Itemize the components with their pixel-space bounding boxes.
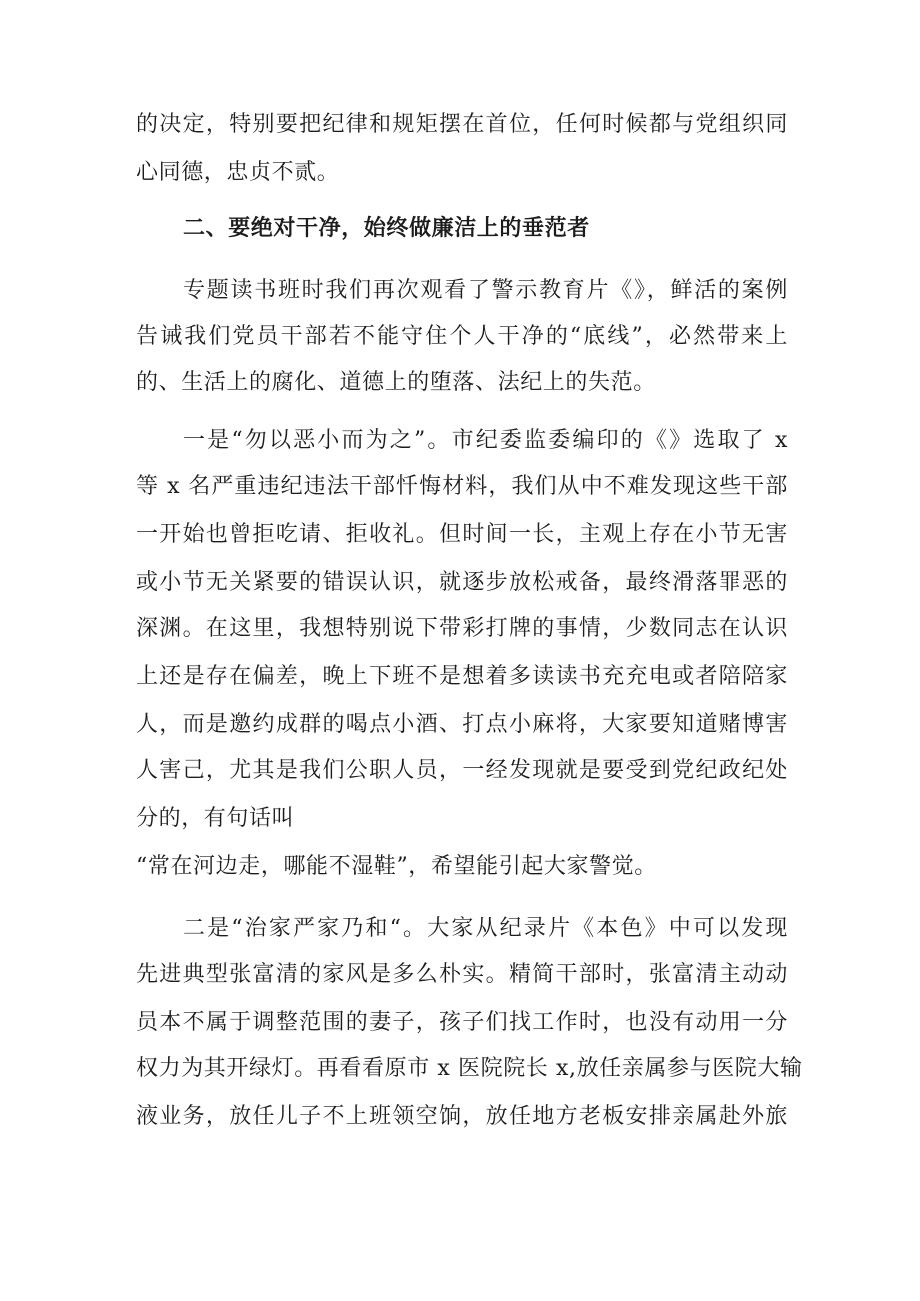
text-line: 告诫我们党员干部若不能守住个人干净的“底线”，必然带来上 [136, 324, 788, 349]
text-line: 一开始也曾拒吃请、拒收礼。但时间一长，主观上存在小节无害 [136, 522, 788, 547]
text-line: 或小节无关紧要的错误认识，就逐步放松戒备，最终滑落罪恶的 [136, 570, 788, 595]
text-line: 专题读书班时我们再次观看了警示教育片《》，鲜活的案例 [183, 278, 788, 303]
text-line: 液业务，放任儿子不上班领空饷，放任地方老板安排亲属赴外旅 [136, 1104, 788, 1129]
text-line: 一是“勿以恶小而为之”。市纪委监委编印的《》选取了 x [183, 428, 788, 453]
text-line: 的、生活上的腐化、道德上的堕落、法纪上的失范。 [136, 370, 656, 395]
section-heading: 二、要绝对干净，始终做廉洁上的垂范者 [183, 216, 590, 241]
text-line: 等 x 名严重违纪违法干部忏悔材料，我们从中不难发现这些干部 [136, 474, 788, 499]
text-line: “常在河边走，哪能不湿鞋”，希望能引起大家警觉。 [136, 854, 657, 879]
text-line: 二是“治家严家乃和“。大家从纪录片《本色》中可以发现 [183, 916, 788, 941]
text-line: 人害己，尤其是我们公职人员，一经发现就是要受到党纪政纪处 [136, 758, 788, 783]
text-line: 心同德，忠贞不贰。 [136, 160, 340, 185]
text-line: 的决定，特别要把纪律和规矩摆在首位，任何时候都与党组织同 [136, 112, 788, 137]
text-line: 员本不属于调整范围的妻子，孩子们找工作时，也没有动用一分 [136, 1010, 788, 1035]
text-line: 人，而是邀约成群的喝点小酒、打点小麻将，大家要知道赌博害 [136, 712, 788, 737]
text-line: 深渊。在这里，我想特别说下带彩打牌的事情，少数同志在认识 [136, 616, 788, 641]
text-line: 先进典型张富清的家风是多么朴实。精简干部时，张富清主动动 [136, 962, 788, 987]
text-line: 权力为其开绿灯。再看看原市 x 医院院长 x,放任亲属参与医院大输 [136, 1056, 803, 1081]
text-line: 分的，有句话叫 [136, 806, 295, 831]
text-line: 上还是存在偏差，晚上下班不是想着多读读书充充电或者陪陪家 [136, 664, 788, 689]
